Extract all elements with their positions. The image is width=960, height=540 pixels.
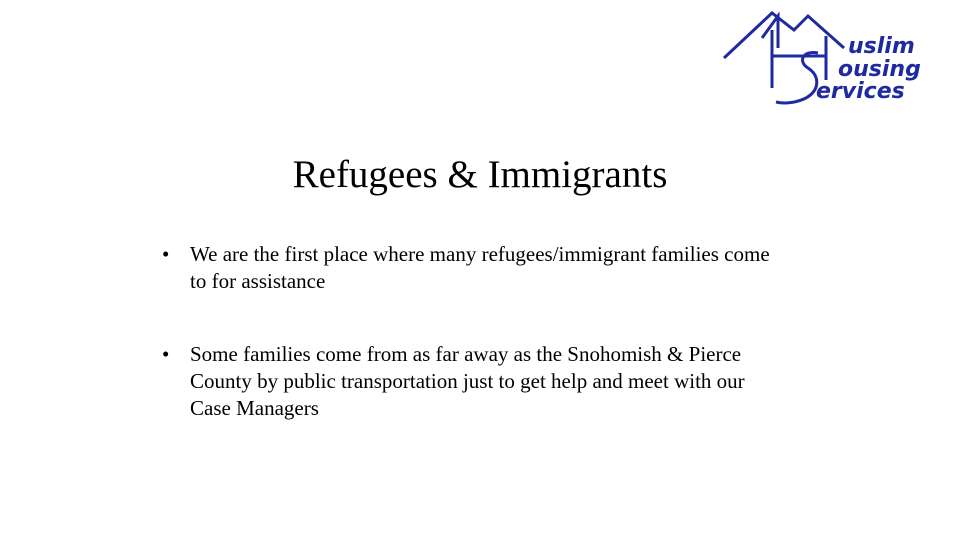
bullet-item [162,241,782,295]
bullet-marker: • [162,242,170,266]
bullet-item [162,341,782,422]
bullet-text: Some families come from as far away as the Snohomish & Pierce County by public transportation just to get help and meet with our Case Managers [190,342,745,420]
logo-word-ervices: ervices [816,79,905,104]
letter-s-mark [776,53,818,103]
muslim-housing-services-logo [722,8,942,108]
bullet-list [162,241,782,422]
slide-title: Refugees & Immigrants [292,153,668,196]
logo-graphic [722,8,942,108]
logo-word-uslim: uslim [848,34,915,59]
bullet-text: We are the first place where many refugees/immigrant families come to for assistance [190,242,770,293]
bullet-marker: • [162,342,170,366]
logo-word-ousing: ousing [838,57,921,82]
